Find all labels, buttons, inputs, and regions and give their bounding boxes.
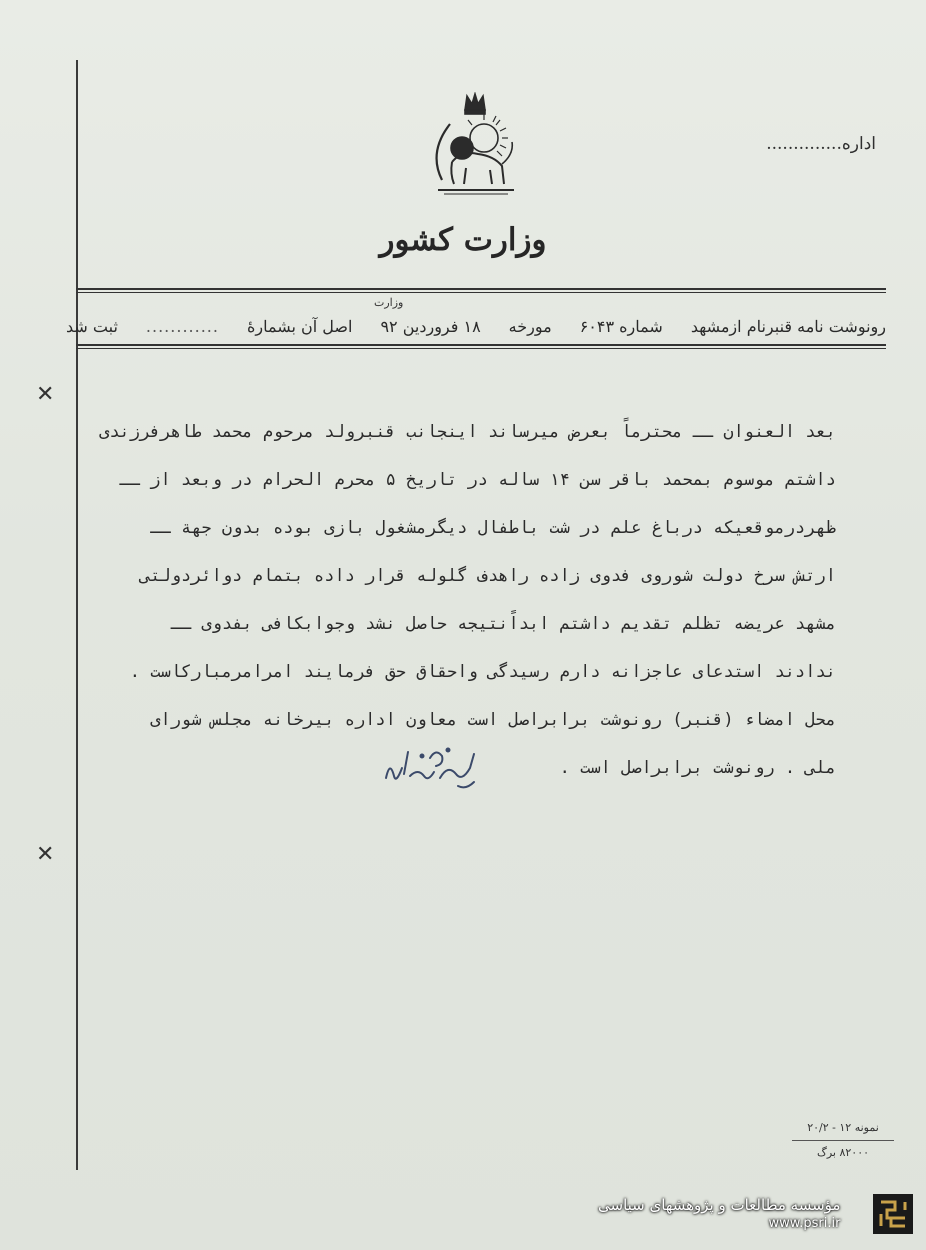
institute-logo-icon xyxy=(873,1194,913,1234)
institute-website: www.psri.ir xyxy=(768,1216,841,1231)
header-rule-top-2 xyxy=(76,292,886,293)
institute-name: مؤسسه مطالعات و پژوهشهای سیاسی xyxy=(598,1196,841,1214)
letter-body xyxy=(76,408,836,792)
form-number: نمونه ۱۲ - ۲۰/۲ xyxy=(807,1121,879,1134)
sheet-count: ۸۲۰۰۰ برگ xyxy=(816,1146,870,1159)
header-rule-bottom-2 xyxy=(76,348,886,349)
registered-label: ثبت شد xyxy=(66,317,118,336)
reference-number: شماره ۶۰۴۳ xyxy=(579,317,663,336)
reference-date: ۱۸ فروردین ۹۲ xyxy=(380,317,481,336)
original-number-label: اصل آن بشمارهٔ xyxy=(246,317,353,336)
original-number-dots: ............ xyxy=(145,317,219,336)
punch-mark-bottom: ✕ xyxy=(36,842,55,867)
body-line: ندادند استدعای عاجزانه دارم رسیدگی واحقاق حق فرمایند امرامرمبارکاست . xyxy=(129,662,836,682)
reference-line xyxy=(66,306,886,336)
body-line: محل امضاء (قنبر) رونوشت برابراصل است معاون اداره بیرخانه مجلس شورای xyxy=(150,710,836,730)
reference-title: رونوشت نامه قنبرنام ازمشهد xyxy=(690,317,886,336)
header-rule-top-1 xyxy=(76,288,886,290)
form-number-note xyxy=(788,1118,898,1163)
header-rule-bottom-1 xyxy=(76,344,886,346)
institute-watermark xyxy=(598,1196,840,1231)
office-dots: .............. xyxy=(766,134,842,154)
reference-date-label: مورخه xyxy=(508,317,552,336)
body-line: بعد العنوان ــ محترماً بعرض میرساند اینجانب قنبرولد مرحوم محمد طاهرفرزندی xyxy=(99,422,836,442)
body-line: ظهردرموقعیکه درباغ علم در شت باطفال دیگرمشغول بازی بوده بدون جهة ــ xyxy=(150,518,836,538)
ministry-title: وزارت کشور xyxy=(379,222,547,258)
body-line: ملی . رونوشت برابراصل است . xyxy=(559,758,836,778)
office-label: اداره xyxy=(841,134,876,154)
body-line: ارتش سرخ دولت شوروی فدوی زاده راهدف گلوله قرار داده بتمام دوائردولتی xyxy=(140,566,836,586)
office-field xyxy=(766,134,876,154)
handwritten-signature-icon xyxy=(378,738,488,794)
punch-mark-top: ✕ xyxy=(36,382,55,407)
body-line: داشتم موسوم بمحمد باقر سن ۱۴ ساله در تاریخ ۵ محرم الحرام در وبعد از ــ xyxy=(119,470,836,490)
header-superscript: وزارت xyxy=(374,296,404,309)
body-line: مشهد عریضه تظلم تقدیم داشتم ابداًنتیجه حاصل نشد وجوابکافی بفدوی ــ xyxy=(170,614,836,634)
form-note-rule xyxy=(792,1140,894,1141)
lion-and-sun-emblem-icon xyxy=(422,92,526,204)
